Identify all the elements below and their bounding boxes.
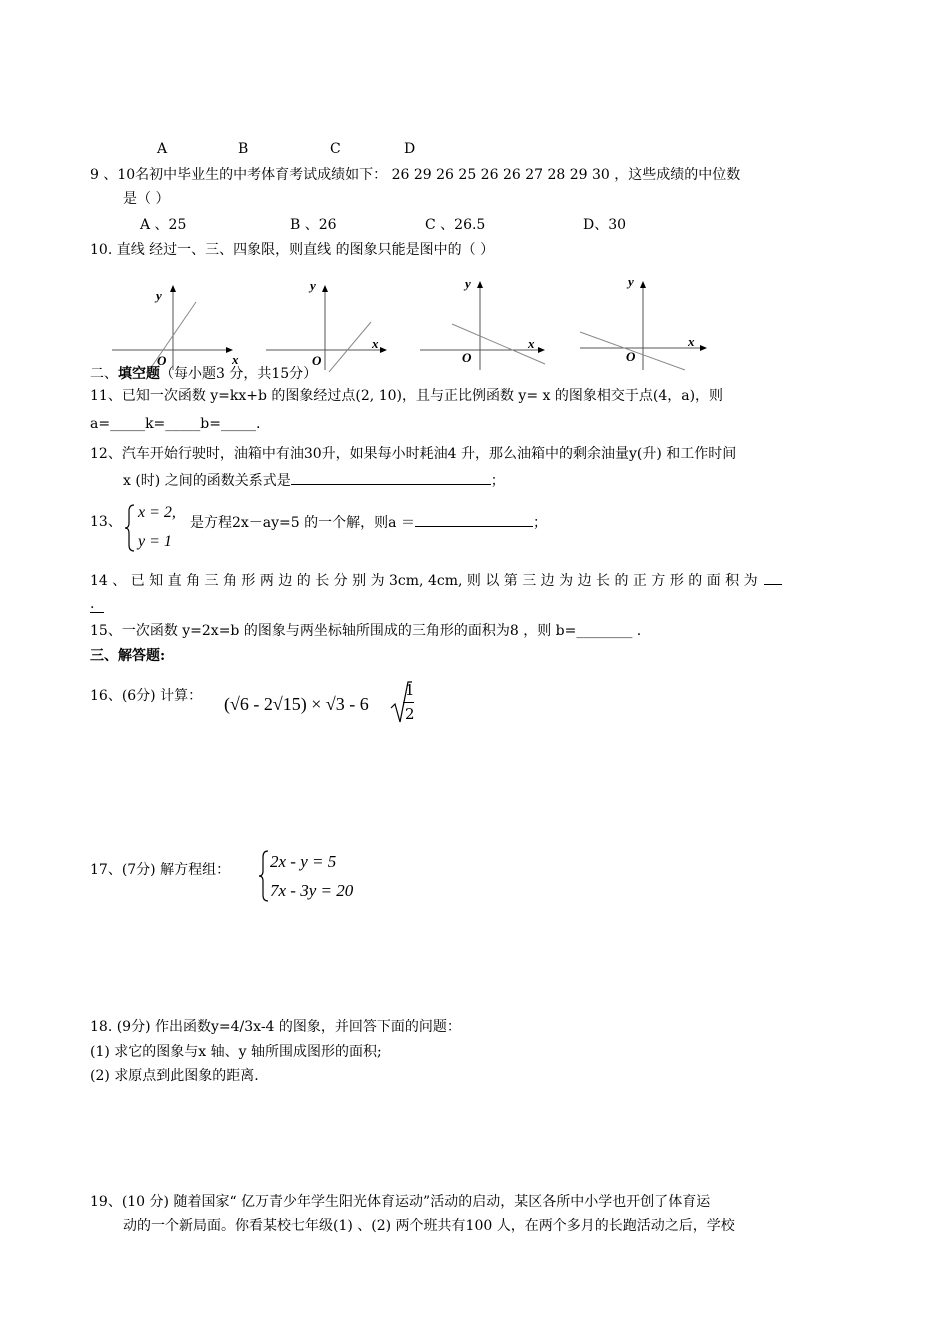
q10-graph-c-origin: O	[462, 350, 472, 365]
q9-option-b: B 、26	[290, 217, 337, 233]
q12-line2	[123, 470, 505, 491]
q10-graph-b-origin: O	[312, 353, 322, 368]
q10-graph-b-x-label: x	[372, 336, 379, 351]
q10-graph-d-x-label: x	[688, 334, 695, 349]
q10-graphs	[0, 272, 950, 372]
q19-line2: 动的一个新局面。你看某校七年级(1) 、(2) 两个班共有100 人，在两个多月的长跑活动之后，学校	[123, 1218, 735, 1234]
q16-frac-num: 1	[405, 681, 415, 699]
q18-line2: (1) 求它的图象与x 轴、y 轴所围成图形的面积;	[90, 1044, 382, 1060]
q12-line1: 12、汽车开始行驶时，油箱中有油30升，如果每小时耗油4 升，那么油箱中的剩余油量y(升) 和工作时间	[90, 446, 737, 462]
q9-stem: 9 、10名初中毕业生的中考体育考试成绩如下： 26 29 26 25 26 26 27 28 29 30 ，这些成绩的中位数	[90, 167, 741, 183]
q10-graph-a	[112, 286, 239, 372]
q13-text-body: 是方程2x－ay=5 的一个解，则a ＝	[190, 515, 415, 531]
q14-line1-text: 14 、 已 知 直 角 三 角 形 两 边 的 长 分 别 为 3cm, 4cm, 则 以 第 三 边 为 边 长 的 正 方 形 的 面 积 为	[90, 573, 758, 589]
section2-prefix: 二、	[90, 366, 118, 382]
q14-answer-blank[interactable]	[764, 570, 782, 585]
q9-stem-cont: 是（ ）	[123, 191, 170, 207]
q14-line2-text: .	[90, 596, 104, 613]
q14-line1	[90, 570, 782, 591]
q16-label: 16、(6分) 计算：	[90, 688, 203, 704]
q10-graph-a-x-label: x	[232, 352, 239, 367]
q14-line2	[90, 594, 104, 614]
q13-text	[190, 512, 547, 533]
q8-option-c: C	[330, 141, 341, 157]
q9-option-a: A 、25	[140, 217, 187, 233]
q18-line3: (2) 求原点到此图象的距离.	[90, 1068, 259, 1084]
q12-answer-blank[interactable]	[291, 470, 491, 485]
section3-title: 三、解答题:	[90, 648, 166, 664]
q10-graph-c-y-label: y	[465, 276, 471, 291]
q17-eq2: 7x - 3y = 20	[270, 881, 354, 900]
q16-expression: (√6 - 2√15) × √3 - 6	[224, 694, 369, 714]
q19-line1: 19、(10 分) 随着国家“ 亿万青少年学生阳光体育运动”活动的启动，某区各所中小学也开创了体育运	[90, 1194, 711, 1210]
q16-frac-den: 2	[405, 705, 415, 723]
q8-option-b: B	[238, 141, 249, 157]
q11-line1: 11、已知一次函数 y=kx+b 的图象经过点(2, 10)，且与正比例函数 y= x 的图象相交于点(4，a)，则	[90, 388, 724, 404]
q17-label: 17、(7分) 解方程组：	[90, 862, 231, 878]
q13-eq1: x = 2,	[138, 504, 176, 521]
q11-line2: a=_____k=_____b=_____.	[90, 416, 261, 432]
q12-line2-text: x (时) 之间的函数关系式是	[123, 473, 291, 489]
q15-line1: 15、一次函数 y=2x=b 的图象与两坐标轴所围成的三角形的面积为8 ，则 b=________ .	[90, 623, 642, 639]
q10-graph-c-x-label: x	[528, 336, 535, 351]
q18-line1: 18. (9分) 作出函数y=4/3x-4 的图象，并回答下面的问题：	[90, 1019, 461, 1035]
q17-eq1: 2x - y = 5	[270, 852, 337, 871]
q9-option-c: C 、26.5	[425, 217, 486, 233]
q16-frac-bar	[403, 702, 414, 703]
q10-graph-b	[266, 278, 386, 372]
q12-line2-end: ；	[490, 473, 505, 489]
q8-option-d: D	[404, 141, 416, 157]
q10-graph-a-y-label: y	[156, 288, 162, 303]
q13-end: ；	[532, 515, 547, 531]
q9-option-d: D、30	[583, 217, 627, 233]
q13-eq2: y = 1	[138, 533, 172, 550]
q8-option-a: A	[157, 141, 168, 157]
q13-brace	[124, 504, 136, 552]
q10-graph-d	[580, 274, 706, 370]
q10-graph-b-y-label: y	[310, 278, 316, 293]
section2-note: （每小题3 分，共15分）	[160, 366, 318, 382]
q13-label: 13、	[90, 514, 122, 530]
section2-heading	[90, 364, 317, 384]
q10-stem: 10. 直线 经过一、三、四象限，则直线 的图象只能是图中的（ ）	[90, 242, 495, 258]
q10-graph-c	[420, 276, 545, 370]
q17-brace	[258, 850, 270, 902]
q10-graph-d-origin: O	[626, 349, 636, 364]
section2-title: 填空题	[118, 366, 160, 382]
q10-graph-d-y-label: y	[628, 274, 634, 289]
q10-graph-a-origin: O	[157, 353, 167, 368]
q13-answer-blank[interactable]	[415, 512, 533, 527]
